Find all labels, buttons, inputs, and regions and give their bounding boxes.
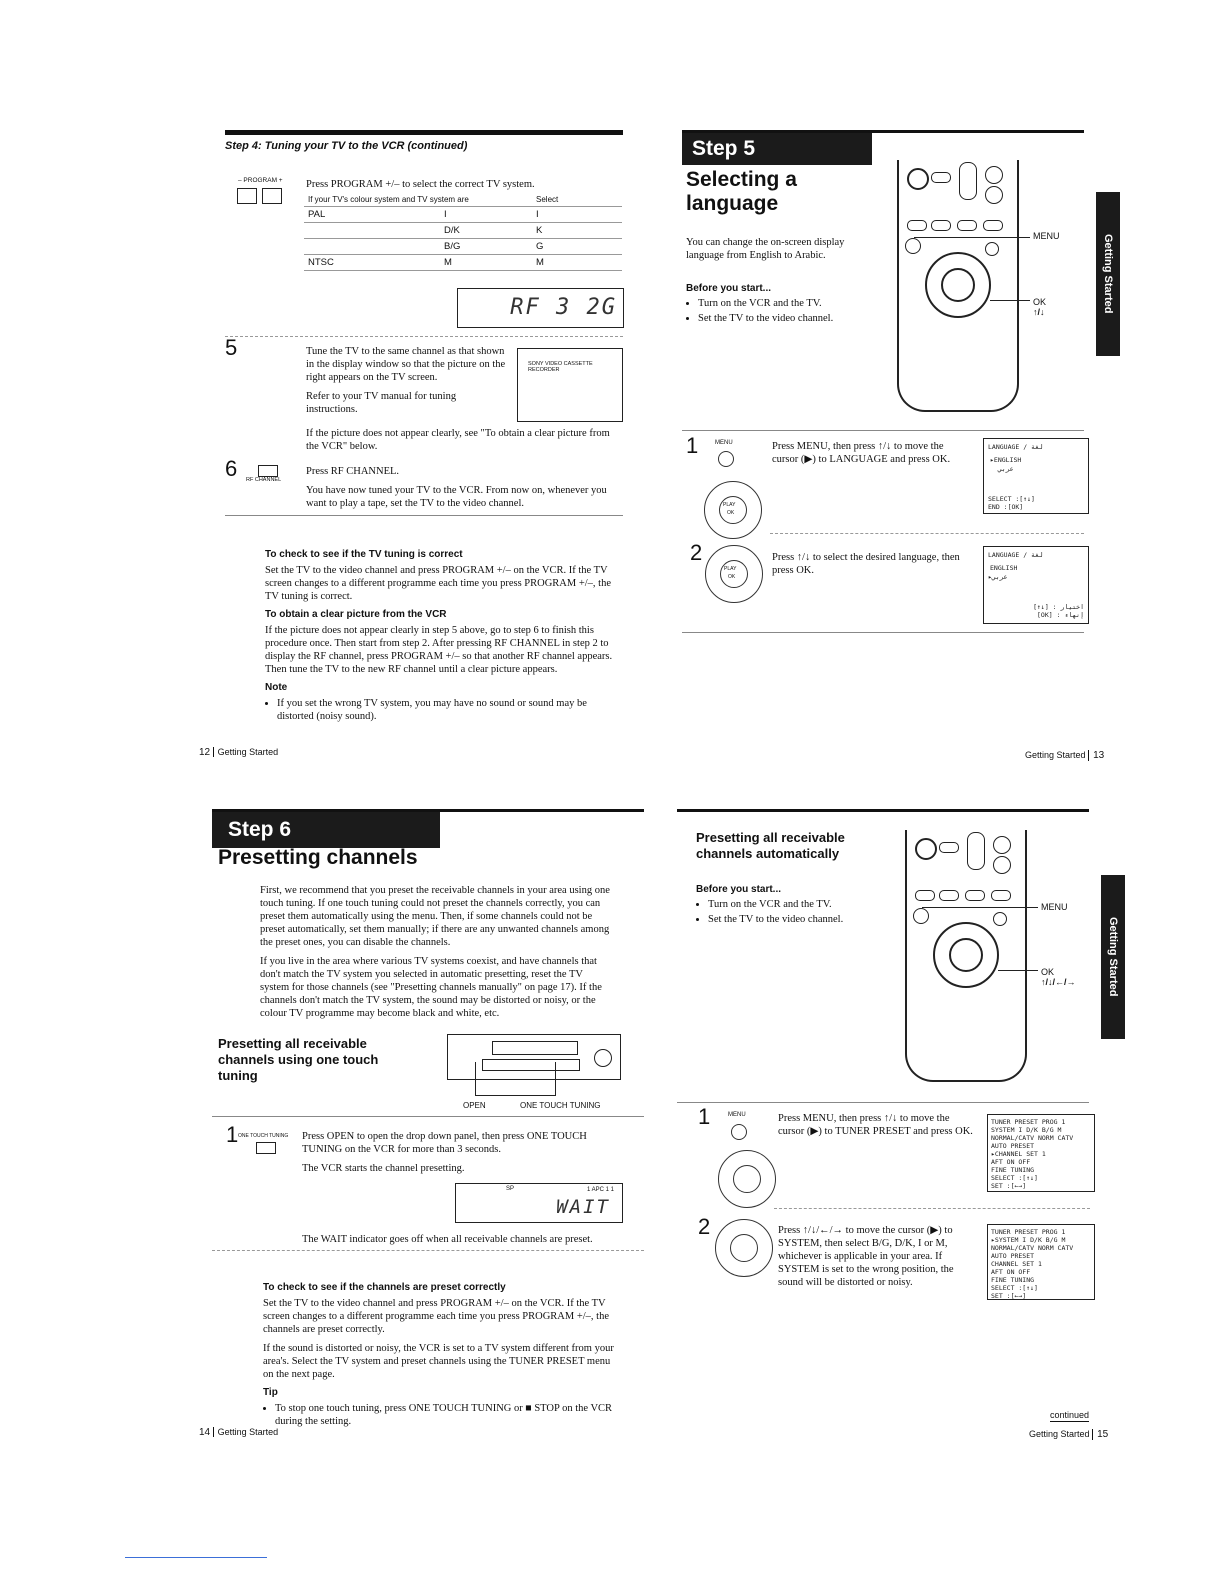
before-list xyxy=(686,297,878,327)
clear-text: If the picture does not appear clearly in step 5 above, go to step 6 to finish this procedure once. Then start from step 2. After pressing RF CHANNEL in step 2 to display the RF channel, press PROGRAM +/– so that another RF channel appears. Then tune the TV to the new RF channel until a clear picture appears. xyxy=(265,625,613,675)
step6-text: Press RF CHANNEL. You have now tuned your TV to the VCR. From now on, whenever you want to play a tape, set the TV to the video channel. xyxy=(306,466,607,509)
open-callout: OPEN xyxy=(463,1101,486,1110)
step1-text: Press MENU, then press ↑/↓ to move the cursor (▶) to LANGUAGE and press OK. xyxy=(772,441,951,465)
before-list xyxy=(696,898,898,928)
check-text: Set the TV to the video channel and press PROGRAM +/– on the VCR. If the TV screen changes to a different programme each time you press PROGRAM +/–, the TV tuning is correct. xyxy=(265,565,612,602)
step5-note: If the picture does not appear clearly, see "To obtain a clear picture from the VCR" below. xyxy=(306,428,610,452)
step5-text: Tune the TV to the same channel as that shown in the display window so that the picture on the right appears on the TV screen. Refer to your TV manual for tuning instructions. xyxy=(306,346,506,415)
list-item: • Set the TV to the video channel. xyxy=(698,312,878,325)
vcr-display-window xyxy=(457,288,624,328)
clear-title: To obtain a clear picture from the VCR xyxy=(265,609,447,620)
step-number-1: 1 xyxy=(226,1122,239,1147)
check-title: To check to see if the TV tuning is correct xyxy=(265,549,463,560)
menu-icon xyxy=(718,451,734,467)
page-title: Presetting channels xyxy=(218,846,418,869)
one-touch-callout: ONE TOUCH TUNING xyxy=(520,1101,601,1110)
section-title: Presetting all receivable channels using one touch tuning xyxy=(218,1036,379,1083)
vcr-front-panel xyxy=(447,1034,621,1080)
step-number-1: 1 xyxy=(686,433,699,458)
one-touch-tuning-button[interactable] xyxy=(256,1142,276,1154)
wait-text: The WAIT indicator goes off when all receivable channels are preset. xyxy=(302,1234,593,1245)
ok-button[interactable] xyxy=(941,268,975,302)
intro-text: You can change the on-screen display language from English to Arabic. xyxy=(686,237,845,261)
arrows-callout: ↑/↓/←/→ xyxy=(1041,977,1076,987)
continued-label: continued xyxy=(1050,1410,1090,1420)
rf-channel-label: RF CHANNEL xyxy=(246,477,282,483)
menu-button[interactable] xyxy=(913,908,929,924)
table-row: B/G G xyxy=(304,239,622,255)
step2-text: Press ↑/↓ to select the desired language, then press OK. xyxy=(772,552,960,576)
menu-callout: MENU xyxy=(1033,231,1060,241)
page12-notes xyxy=(265,543,625,725)
page-footer-12: 12 Getting Started xyxy=(199,747,279,758)
ok-button[interactable] xyxy=(949,938,983,972)
osd-language-screen-2: LANGUAGE / لغة ENGLISH ▸عربي [↑↓] : اختيار [OK] : إنهاء xyxy=(983,546,1089,624)
program-label: – PROGRAM + xyxy=(238,177,283,184)
before-title: Before you start... xyxy=(696,884,782,895)
table-head-system: If your TV's colour system and TV system are xyxy=(304,193,532,207)
step-tab: Step 6 xyxy=(212,812,440,848)
remote-control-illustration xyxy=(897,160,1019,412)
program-minus-button[interactable] xyxy=(237,188,257,204)
note-text: • If you set the wrong TV system, you may have no sound or sound may be distorted (noisy sound). xyxy=(277,697,625,723)
program-instruction: Press PROGRAM +/– to select the correct TV system. xyxy=(306,179,535,190)
scan-edge-line xyxy=(125,1557,267,1558)
note-title: Note xyxy=(265,682,288,693)
jog-dial-icon xyxy=(718,1150,776,1208)
tip-text: • To stop one touch tuning, press ONE TOUCH TUNING or ■ STOP on the VCR during the setting. xyxy=(275,1402,623,1428)
list-item: • Set the TV to the video channel. xyxy=(708,913,898,926)
table-head-select: Select xyxy=(532,193,622,207)
step1-text: Press MENU, then press ↑/↓ to move the cursor (▶) to TUNER PRESET and press OK. xyxy=(778,1113,973,1137)
menu-button[interactable] xyxy=(905,238,921,254)
step-number-6: 6 xyxy=(225,456,238,481)
ok-callout: OK xyxy=(1033,297,1047,307)
step-number-2: 2 xyxy=(698,1214,711,1239)
display-readout: RF 3 2G xyxy=(510,295,617,320)
tv-system-table xyxy=(304,193,622,271)
jog-dial-icon xyxy=(715,1219,773,1277)
before-title: Before you start... xyxy=(686,283,772,294)
jog-dial[interactable] xyxy=(933,922,999,988)
step2-text: Press ↑/↓/←/→ to move the cursor (▶) to SYSTEM, then select B/G, D/K, I or M, whichever is applicable in your area. If SYSTEM is set to the wrong position, the sound will be distorted or noisy. xyxy=(778,1225,954,1288)
jog-dial-icon: PLAY OK xyxy=(705,545,763,603)
page-footer-15: Getting Started 15 xyxy=(1029,1429,1109,1440)
page-footer-13: Getting Started 13 xyxy=(1025,750,1105,761)
step-number-2: 2 xyxy=(690,540,703,565)
tv-screen-illustration: SONY VIDEO CASSETTE RECORDER xyxy=(517,348,623,422)
check-title: To check to see if the channels are preset correctly xyxy=(263,1282,506,1293)
osd-tuner-preset-1: TUNER PRESET PROG 1 SYSTEM I D/K B/G M NORMAL/CATV NORM CATV AUTO PRESET ▸CHANNEL SET 1 AFT ON OFF FINE TUNING SELECT :[↑↓] SET :[←→] xyxy=(987,1114,1095,1192)
arrows-callout: ↑/↓ xyxy=(1033,307,1045,317)
sidebar-tab: Getting Started xyxy=(1101,875,1125,1039)
step-number-1: 1 xyxy=(698,1104,711,1129)
list-item: • Turn on the VCR and the TV. xyxy=(698,297,878,310)
vcr-display-window: SP 1 APC 1 1 WAIT xyxy=(455,1183,623,1223)
jog-dial[interactable] xyxy=(925,252,991,318)
ok-callout: OK xyxy=(1041,967,1055,977)
jog-dial-icon: PLAY OK xyxy=(704,481,762,539)
table-row: PAL I I xyxy=(304,207,622,223)
step-tab: Step 5 xyxy=(682,133,872,165)
tip-title: Tip xyxy=(263,1387,278,1398)
sidebar-tab: Getting Started xyxy=(1096,192,1120,356)
page-footer-14: 14 Getting Started xyxy=(199,1427,279,1438)
step1-text: Press OPEN to open the drop down panel, then press ONE TOUCH TUNING on the VCR for more than 3 seconds. The VCR starts the channel presetting. xyxy=(302,1131,587,1174)
osd-tuner-preset-2: TUNER PRESET PROG 1 ▸SYSTEM I D/K B/G M NORMAL/CATV NORM CATV AUTO PRESET CHANNEL SET 1 AFT ON OFF FINE TUNING SELECT :[↑↓] SET :[←→] xyxy=(987,1224,1095,1300)
step-number-5: 5 xyxy=(225,335,238,360)
rf-channel-button[interactable] xyxy=(258,465,278,477)
osd-language-screen-1: LANGUAGE / لغة ▸ENGLISH عربي SELECT :[↑↓] END :[OK] xyxy=(983,438,1089,514)
page14-notes: To check to see if the channels are preset correctly Set the TV to the video channel and press PROGRAM +/– on the VCR. If the TV screen changes to a different programme each time you press PROGRAM +/–, the channels are preset correctly. If the sound is distorted or noisy, the VCR is set to a TV system different from your area's. Select the TV system and preset channels using the TUNER PRESET menu on the next page. Tip • To stop one touch tuning, press ONE TOUCH TUNING or ■ STOP on the VCR during the setting. xyxy=(263,1276,623,1430)
table-row: NTSC M M xyxy=(304,255,622,271)
page-header: Step 4: Tuning your TV to the VCR (continued) xyxy=(225,140,468,152)
intro-text: First, we recommend that you preset the receivable channels in your area using one touch tuning. If one touch tuning could not preset the channels correctly, you can preset them automatically using the menu. Then, if some channels could not be preset automatically, set them manually; if there are any unwanted channels among the preset ones, you can disable the channels. If you live in the area where various TV systems coexist, and have channels that don't match the TV system you selected in automatic presetting, reset the TV system for those channels (see "Presetting channels manually" on page 17). If the channels don't match the TV system, the sound may be distorted or noisy, or the colour TV programme may become black and white, etc. xyxy=(260,885,610,1019)
list-item: • Turn on the VCR and the TV. xyxy=(708,898,898,911)
program-plus-button[interactable] xyxy=(262,188,282,204)
page-title: Selecting a language xyxy=(686,168,797,215)
header-rule xyxy=(225,130,623,135)
remote-control-illustration xyxy=(905,830,1027,1082)
page-title: Presetting all receivable channels automatically xyxy=(696,830,845,861)
menu-icon xyxy=(731,1124,747,1140)
table-header-row xyxy=(304,193,622,207)
table-row: D/K K xyxy=(304,223,622,239)
menu-callout: MENU xyxy=(1041,902,1068,912)
